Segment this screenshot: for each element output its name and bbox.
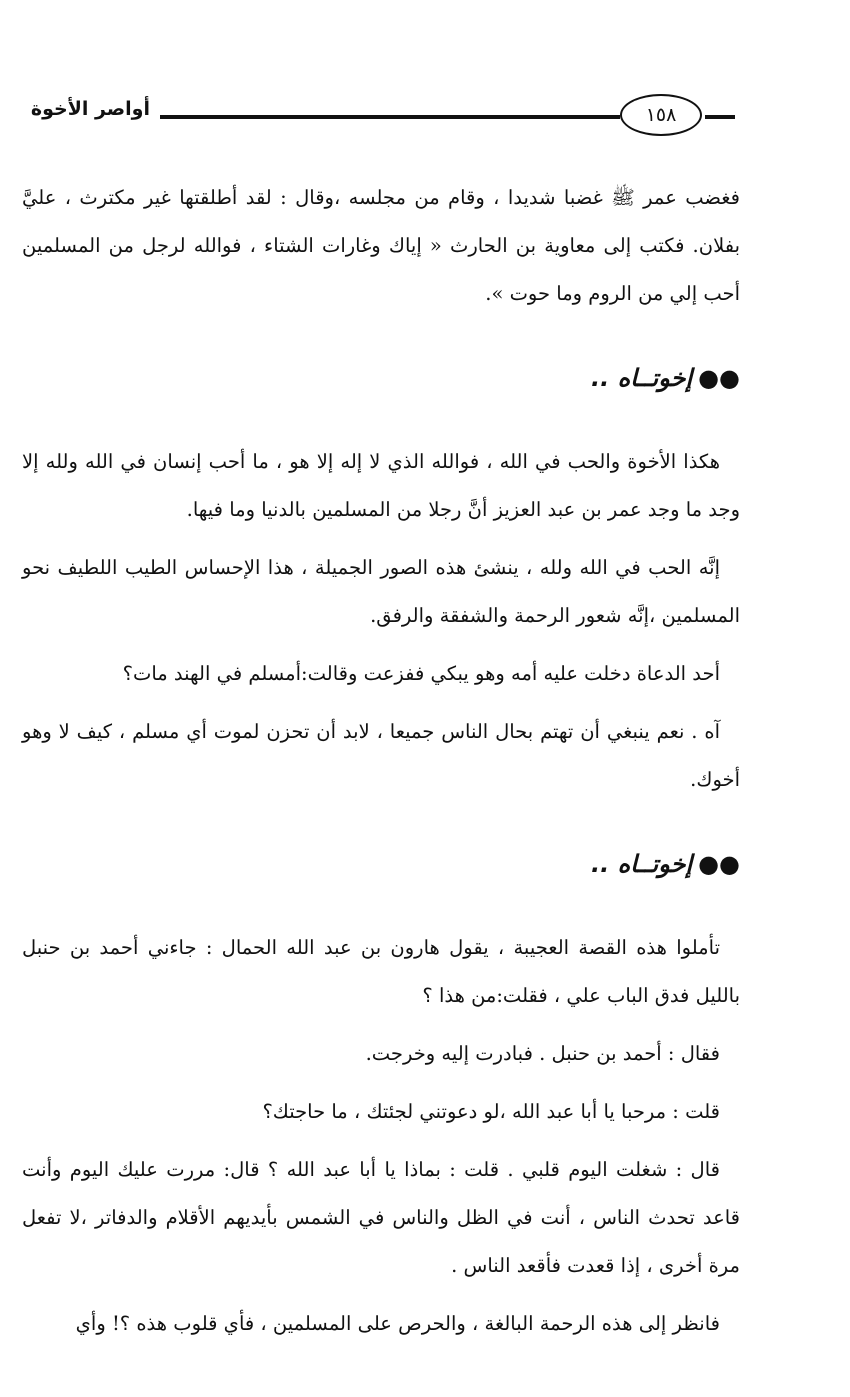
paragraph: فقال : أحمد بن حنبل . فبادرت إليه وخرجت. bbox=[365, 1042, 720, 1065]
heading-bullet-icon: ●● bbox=[698, 850, 740, 878]
paragraph: فغضب عمر ﷺ غضبا شديدا ، وقام من مجلسه ،وقال : لقد أطلقتها غير مكترث ، عليَّ بفلان. فكتب إلى معاوية بن الحارث « إياك وغارات الشتاء ، فوالله لرجل من المسلمين أحب إلي من الروم وما حوت ». bbox=[22, 186, 740, 305]
paragraph: آه . نعم ينبغي أن تهتم بحال الناس جميعا ، لابد أن تحزن لموت أي مسلم ، كيف لا وهو أخوك. bbox=[22, 720, 740, 791]
paragraph: أحد الدعاة دخلت عليه أمه وهو يبكي ففزعت وقالت:أمسلم في الهند مات؟ bbox=[122, 662, 720, 685]
page-number: ١٥٨ bbox=[645, 104, 677, 126]
section-heading bbox=[22, 358, 740, 398]
section-heading-text: إخوتــاه .. bbox=[590, 850, 693, 878]
page-header bbox=[0, 92, 850, 144]
paragraph: فانظر إلى هذه الرحمة البالغة ، والحرص على المسلمين ، فأي قلوب هذه ؟! وأي bbox=[75, 1312, 720, 1335]
paragraph: تأملوا هذه القصة العجيبة ، يقول هارون بن عبد الله الحمال : جاءني أحمد بن حنبل بالليل فدق الباب علي ، فقلت:من هذا ؟ bbox=[22, 936, 740, 1007]
page-number-oval bbox=[620, 94, 702, 136]
header-rule bbox=[160, 115, 620, 119]
page-body bbox=[22, 174, 740, 1358]
paragraph: قلت : مرحبا يا أبا عبد الله ،لو دعوتني لجئتك ، ما حاجتك؟ bbox=[262, 1100, 720, 1123]
section-heading bbox=[22, 844, 740, 884]
paragraph: قال : شغلت اليوم قلبي . قلت : بماذا يا أبا عبد الله ؟ قال: مررت عليك اليوم وأنت قاعد تحدث الناس ، أنت في الظل والناس في الشمس بأيديهم الأقلام والدفاتر ،لا تفعل مرة أخرى ، إذا قعدت فأقعد الناس . bbox=[22, 1158, 740, 1277]
paragraph: هكذا الأخوة والحب في الله ، فوالله الذي لا إله إلا هو ، ما أحب إنسان في الله ولله إلا وجد ما وجد عمر بن عبد العزيز أنَّ رجلا من المسلمين بالدنيا وما فيها. bbox=[22, 450, 740, 521]
header-rule-end bbox=[705, 115, 735, 119]
heading-bullet-icon: ●● bbox=[698, 364, 740, 392]
paragraph: إنَّه الحب في الله ولله ، ينشئ هذه الصور الجميلة ، هذا الإحساس الطيب اللطيف نحو المسلمين ،إنَّه شعور الرحمة والشفقة والرفق. bbox=[22, 556, 740, 627]
running-title: أواصر الأخوة bbox=[30, 98, 150, 120]
section-heading-text: إخوتــاه .. bbox=[590, 364, 693, 392]
